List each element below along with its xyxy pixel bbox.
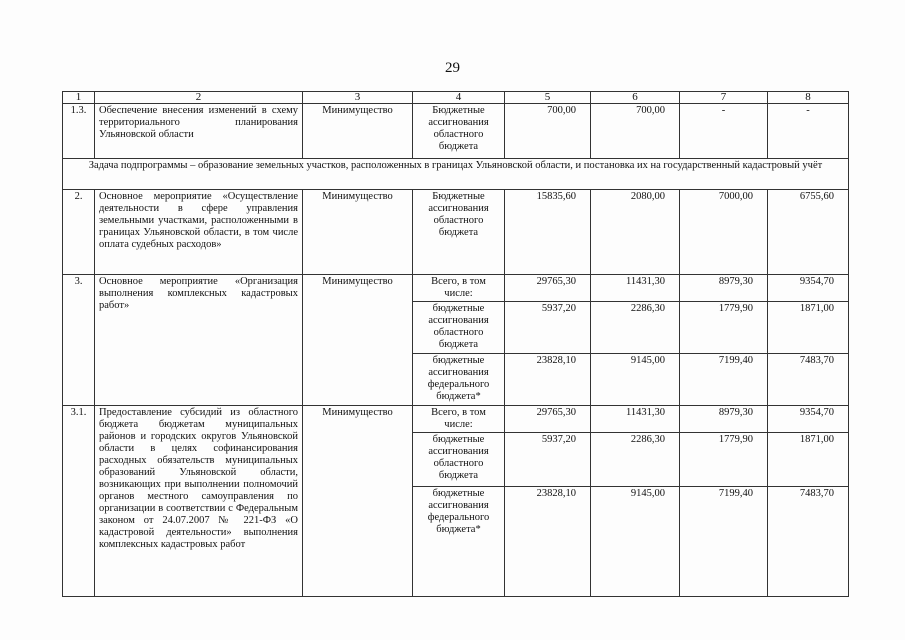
value-cell: 8979,30 — [680, 406, 768, 433]
executor: Минимущество — [303, 406, 413, 597]
task-row — [63, 159, 849, 190]
value-cell: 23828,10 — [505, 354, 591, 406]
value-cell: 5937,20 — [505, 302, 591, 354]
funding-source: Всего, в том числе: — [413, 406, 505, 433]
value-cell: 23828,10 — [505, 487, 591, 597]
value-cell: 1779,90 — [680, 302, 768, 354]
executor: Минимущество — [303, 275, 413, 406]
value-cell: 5937,20 — [505, 433, 591, 487]
value-cell: 9354,70 — [768, 406, 849, 433]
funding-source: Бюджетные ассигнования областного бюджета — [413, 190, 505, 275]
col-header: 6 — [591, 92, 680, 104]
value-cell: 7483,70 — [768, 354, 849, 406]
col-header: 3 — [303, 92, 413, 104]
value-cell: 15835,60 — [505, 190, 591, 275]
value-cell: 700,00 — [591, 104, 680, 159]
value-cell: 7199,40 — [680, 354, 768, 406]
subprogram-task: Задача подпрограммы – образование земельных участков, расположенных в границах Ульяновской области, и постановка их на государственный кадастровый учёт — [63, 159, 849, 190]
col-header: 8 — [768, 92, 849, 104]
value-cell: 9145,00 — [591, 487, 680, 597]
table-row — [63, 190, 849, 275]
page-number: 29 — [445, 60, 460, 76]
column-header-row — [63, 92, 849, 104]
value-cell: - — [680, 104, 768, 159]
value-cell: 9145,00 — [591, 354, 680, 406]
budget-table — [62, 91, 849, 597]
activity-name: Основное мероприятие «Осуществление деятельности в сфере управления земельными участками, расположенными в границах Ульяновской области, в том числе оплата судебных расходов» — [95, 190, 303, 275]
value-cell: - — [768, 104, 849, 159]
funding-source: Бюджетные ассигнования областного бюджета — [413, 104, 505, 159]
col-header: 2 — [95, 92, 303, 104]
col-header: 1 — [63, 92, 95, 104]
row-number: 3. — [63, 275, 95, 406]
row-number: 1.3. — [63, 104, 95, 159]
value-cell: 6755,60 — [768, 190, 849, 275]
funding-source: Всего, в том числе: — [413, 275, 505, 302]
row-number: 3.1. — [63, 406, 95, 597]
activity-name: Обеспечение внесения изменений в схему территориального планирования Ульяновской области — [95, 104, 303, 159]
col-header: 5 — [505, 92, 591, 104]
value-cell: 7000,00 — [680, 190, 768, 275]
value-cell: 29765,30 — [505, 406, 591, 433]
funding-source: бюджетные ассигнования областного бюджета — [413, 302, 505, 354]
table-row — [63, 104, 849, 159]
col-header: 7 — [680, 92, 768, 104]
value-cell: 2286,30 — [591, 302, 680, 354]
activity-name: Предоставление субсидий из областного бюджета бюджетам муниципальных районов и городских округов Ульяновской области в целях софинансирования расходных обязательств муниципальных образований Ульяновской области, возникающих при выполнении полномочий органов местного самоуправления по организации в соответствии с Федеральным законом от 24.07.2007 № 221-ФЗ «О кадастровой деятельности» выполнения комплексных кадастровых работ — [95, 406, 303, 597]
value-cell: 9354,70 — [768, 275, 849, 302]
value-cell: 2080,00 — [591, 190, 680, 275]
value-cell: 700,00 — [505, 104, 591, 159]
executor: Минимущество — [303, 104, 413, 159]
col-header: 4 — [413, 92, 505, 104]
value-cell: 7199,40 — [680, 487, 768, 597]
funding-source: бюджетные ассигнования федерального бюджета* — [413, 487, 505, 597]
activity-name: Основное мероприятие «Организация выполнения комплексных кадастровых работ» — [95, 275, 303, 406]
table-row — [63, 275, 849, 302]
value-cell: 11431,30 — [591, 406, 680, 433]
funding-source: бюджетные ассигнования федерального бюджета* — [413, 354, 505, 406]
table-row — [63, 406, 849, 433]
value-cell: 29765,30 — [505, 275, 591, 302]
value-cell: 7483,70 — [768, 487, 849, 597]
value-cell: 1871,00 — [768, 302, 849, 354]
funding-source: бюджетные ассигнования областного бюджета — [413, 433, 505, 487]
value-cell: 1871,00 — [768, 433, 849, 487]
row-number: 2. — [63, 190, 95, 275]
value-cell: 8979,30 — [680, 275, 768, 302]
value-cell: 11431,30 — [591, 275, 680, 302]
value-cell: 1779,90 — [680, 433, 768, 487]
value-cell: 2286,30 — [591, 433, 680, 487]
executor: Минимущество — [303, 190, 413, 275]
